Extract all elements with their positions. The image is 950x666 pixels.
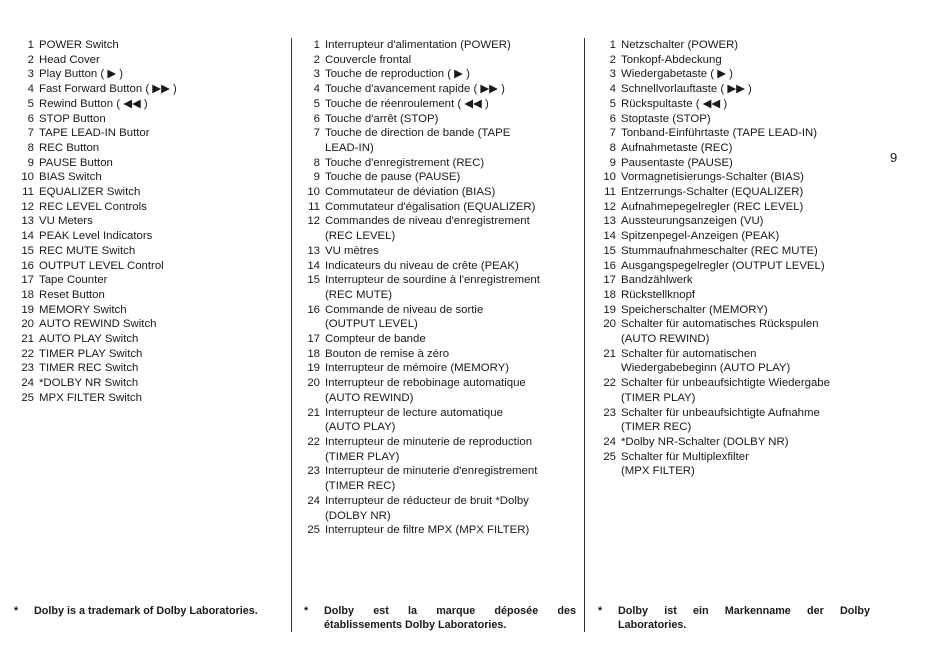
item-label: Schalter für Multiplexfilter (MPX FILTER): [621, 450, 749, 478]
footnote-text: Dolby ist ein Markenname der Dolby Laboratories.: [618, 605, 870, 631]
german-parts-list: [596, 38, 896, 479]
item-number: 20: [307, 377, 320, 390]
list-item: [300, 82, 582, 97]
list-item: [300, 112, 582, 127]
item-label: Indicateurs du niveau de crête (PEAK): [325, 259, 519, 272]
list-item: [596, 288, 896, 303]
german-footnote: [598, 604, 870, 632]
page-number: 9: [890, 150, 898, 165]
item-number: 24: [21, 377, 34, 390]
item-label: Rewind Button ( ◀◀ ): [39, 97, 148, 110]
item-number: 21: [307, 406, 320, 419]
item-label: BIAS Switch: [39, 171, 102, 184]
item-label: Touche d'arrêt (STOP): [325, 112, 439, 125]
list-item: [14, 317, 284, 332]
item-label: Schalter für automatisches Rückspulen (AUTO REWIND): [621, 318, 819, 346]
item-label: Fast Forward Button ( ▶▶ ): [39, 83, 177, 96]
list-item: [596, 82, 896, 97]
item-label: Touche de direction de bande (TAPE LEAD-IN): [325, 127, 511, 154]
item-label: Stoptaste (STOP): [621, 112, 711, 125]
list-item: [14, 112, 284, 127]
french-parts-list: [300, 38, 582, 538]
list-item: [596, 244, 896, 259]
item-label: Interrupteur de rebobinage automatique (AUTO REWIND): [325, 377, 526, 404]
item-label: Touche de reproduction ( ▶ ): [325, 68, 470, 81]
item-label: AUTO PLAY Switch: [39, 333, 139, 346]
item-label: Schalter für unbeaufsichtigte Aufnahme (TIMER REC): [621, 406, 820, 434]
list-item: [14, 38, 284, 53]
list-item: [596, 53, 896, 68]
item-number: 11: [604, 186, 616, 199]
item-label: Commande de niveau de sortie (OUTPUT LEVEL): [325, 303, 484, 331]
list-item: [596, 97, 896, 112]
item-label: Commutateur d'égalisation (EQUALIZER): [325, 200, 536, 213]
english-footnote: [14, 604, 282, 618]
item-number: 21: [21, 333, 34, 346]
list-item: [14, 391, 284, 406]
list-item: [596, 406, 896, 435]
item-label: Touche d'avancement rapide ( ▶▶ ): [325, 83, 505, 96]
list-item: [300, 406, 582, 435]
column-divider-left: [291, 38, 292, 632]
item-number: 22: [21, 347, 34, 360]
item-label: VU Meters: [39, 215, 93, 228]
list-item: [596, 303, 896, 318]
list-item: [596, 229, 896, 244]
item-label: Entzerrungs-Schalter (EQUALIZER): [621, 186, 804, 199]
item-label: Compteur de bande: [325, 333, 426, 346]
list-item: [596, 435, 896, 450]
list-item: [596, 141, 896, 156]
item-label: Reset Button: [39, 288, 105, 301]
item-number: 2: [27, 53, 34, 66]
item-label: Rückspultaste ( ◀◀ ): [621, 97, 728, 110]
list-item: [14, 156, 284, 171]
item-label: Aufnahmepegelregler (REC LEVEL): [621, 200, 804, 213]
item-label: Vormagnetisierungs-Schalter (BIAS): [621, 171, 804, 184]
list-item: [14, 53, 284, 68]
list-item: [14, 200, 284, 215]
item-number: 11: [308, 200, 320, 213]
item-label: REC Button: [39, 141, 100, 154]
list-item: [14, 303, 284, 318]
list-item: [300, 435, 582, 464]
item-number: 25: [307, 524, 320, 537]
item-label: *Dolby NR-Schalter (DOLBY NR): [621, 435, 789, 448]
item-number: 15: [603, 244, 616, 257]
item-label: Head Cover: [39, 53, 100, 66]
item-number: 14: [21, 230, 34, 243]
item-number: 17: [603, 274, 616, 287]
item-number: 19: [21, 303, 34, 316]
list-item: [14, 141, 284, 156]
item-number: 14: [603, 230, 616, 243]
item-label: Touche de pause (PAUSE): [325, 171, 461, 184]
item-number: 17: [21, 274, 34, 287]
list-item: [14, 288, 284, 303]
item-label: Tonband-Einführtaste (TAPE LEAD-IN): [621, 127, 818, 140]
item-label: Interrupteur de filtre MPX (MPX FILTER): [325, 524, 530, 537]
item-label: Commutateur de déviation (BIAS): [325, 186, 496, 199]
item-label: REC LEVEL Controls: [39, 200, 147, 213]
item-number: 19: [603, 303, 616, 316]
item-label: Netzschalter (POWER): [621, 39, 739, 51]
item-number: 16: [603, 259, 616, 272]
item-label: Aufnahmetaste (REC): [621, 141, 733, 154]
item-label: Schnellvorlauftaste ( ▶▶ ): [621, 83, 752, 96]
item-number: 22: [603, 377, 616, 390]
list-item: [300, 347, 582, 362]
item-number: 16: [307, 303, 320, 316]
footnote-marker: *: [598, 605, 603, 617]
list-item: [14, 229, 284, 244]
item-number: 24: [603, 435, 616, 448]
item-number: 10: [21, 171, 34, 184]
list-item: [300, 214, 582, 243]
item-number: 13: [21, 215, 34, 228]
item-number: 1: [27, 39, 34, 51]
item-number: 5: [313, 97, 320, 110]
item-label: VU mètres: [325, 244, 379, 257]
list-item: [14, 185, 284, 200]
item-number: 23: [21, 362, 34, 375]
item-number: 4: [27, 83, 34, 96]
item-label: Couvercle frontal: [325, 53, 412, 66]
item-label: Interrupteur d'alimentation (POWER): [325, 39, 511, 51]
item-label: Interrupteur de sourdine à l'enregistrement (REC MUTE): [325, 274, 540, 301]
list-item: [596, 259, 896, 274]
item-number: 7: [27, 127, 34, 140]
list-item: [300, 464, 582, 493]
item-number: 3: [609, 68, 616, 81]
list-item: [300, 156, 582, 171]
item-label: OUTPUT LEVEL Control: [39, 259, 164, 272]
item-label: Interrupteur de réducteur de bruit *Dolby (DOLBY NR): [325, 494, 529, 522]
item-label: Schalter für automatischen Wiedergabebeginn (AUTO PLAY): [621, 347, 791, 375]
item-label: Aussteurungsanzeigen (VU): [621, 215, 764, 228]
item-number: 5: [27, 97, 34, 110]
list-item: [596, 156, 896, 171]
item-label: Touche de réenroulement ( ◀◀ ): [325, 97, 489, 110]
list-item: [14, 97, 284, 112]
list-item: [596, 200, 896, 215]
list-item: [300, 126, 582, 155]
item-label: STOP Button: [39, 112, 106, 125]
item-number: 24: [307, 494, 320, 507]
item-number: 6: [609, 112, 616, 125]
list-item: [300, 273, 582, 302]
item-label: Interrupteur de minuterie de reproduction (TIMER PLAY): [325, 435, 533, 463]
list-item: [14, 361, 284, 376]
item-number: 9: [609, 156, 616, 169]
french-footnote: [304, 604, 576, 632]
list-item: [300, 185, 582, 200]
item-number: 2: [609, 53, 616, 66]
list-item: [300, 361, 582, 376]
item-number: 18: [307, 347, 320, 360]
list-item: [14, 82, 284, 97]
list-item: [14, 126, 284, 141]
footnote-text: Dolby est la marque déposée des établissements Dolby Laboratories.: [324, 605, 576, 631]
item-number: 5: [609, 97, 616, 110]
item-number: 8: [609, 141, 616, 154]
item-number: 25: [603, 450, 616, 463]
item-number: 13: [603, 215, 616, 228]
item-number: 7: [313, 127, 320, 140]
item-number: 12: [307, 215, 320, 228]
list-item: [14, 214, 284, 229]
item-number: 6: [313, 112, 320, 125]
list-item: [300, 259, 582, 274]
item-label: Interrupteur de lecture automatique (AUTO PLAY): [325, 406, 503, 434]
list-item: [596, 376, 896, 405]
list-item: [596, 185, 896, 200]
list-item: [300, 244, 582, 259]
item-label: PAUSE Button: [39, 156, 113, 169]
item-number: 21: [603, 347, 616, 360]
item-label: TAPE LEAD-IN Buttor: [39, 127, 150, 140]
list-item: [596, 126, 896, 141]
list-item: [14, 376, 284, 391]
list-item: [300, 53, 582, 68]
item-number: 15: [307, 274, 320, 287]
item-label: Ausgangspegelregler (OUTPUT LEVEL): [621, 259, 825, 272]
item-number: 13: [307, 244, 320, 257]
list-item: [300, 376, 582, 405]
item-number: 23: [603, 406, 616, 419]
list-item: [596, 347, 896, 376]
item-number: 12: [603, 200, 616, 213]
item-label: PEAK Level Indicators: [39, 230, 153, 243]
item-label: Speicherschalter (MEMORY): [621, 303, 768, 316]
item-number: 25: [21, 391, 34, 404]
item-label: Play Button ( ▶ ): [39, 68, 124, 81]
item-number: 8: [313, 156, 320, 169]
list-item: [596, 170, 896, 185]
english-parts-list: [14, 38, 284, 406]
item-label: POWER Switch: [39, 39, 119, 51]
item-number: 9: [27, 156, 34, 169]
item-number: 7: [609, 127, 616, 140]
list-item: [14, 332, 284, 347]
list-item: [596, 317, 896, 346]
item-label: Schalter für unbeaufsichtigte Wiedergabe (TIMER PLAY): [621, 377, 830, 404]
item-number: 1: [313, 39, 320, 51]
item-label: MEMORY Switch: [39, 303, 127, 316]
item-label: Bouton de remise à zéro: [325, 347, 450, 360]
list-item: [14, 244, 284, 259]
item-number: 1: [609, 39, 616, 51]
item-label: Rückstellknopf: [621, 288, 696, 301]
list-item: [14, 347, 284, 362]
item-label: Pausentaste (PAUSE): [621, 156, 733, 169]
item-label: AUTO REWIND Switch: [39, 318, 157, 331]
item-label: EQUALIZER Switch: [39, 186, 141, 199]
item-number: 11: [22, 186, 34, 199]
list-item: [596, 38, 896, 53]
item-label: Interrupteur de mémoire (MEMORY): [325, 362, 509, 375]
footnote-marker: *: [14, 605, 19, 617]
item-label: TIMER REC Switch: [39, 362, 139, 375]
item-number: 18: [603, 288, 616, 301]
list-item: [300, 523, 582, 538]
item-number: 4: [609, 83, 616, 96]
item-number: 20: [21, 318, 34, 331]
list-item: [300, 67, 582, 82]
item-label: Tape Counter: [39, 274, 108, 287]
item-label: Wiedergabetaste ( ▶ ): [621, 68, 733, 81]
item-number: 4: [313, 83, 320, 96]
item-label: *DOLBY NR Switch: [39, 377, 139, 390]
list-item: [596, 273, 896, 288]
item-number: 3: [27, 68, 34, 81]
item-number: 22: [307, 435, 320, 448]
list-item: [300, 38, 582, 53]
item-label: Tonkopf-Abdeckung: [621, 53, 722, 66]
footnote-marker: *: [304, 605, 309, 617]
list-item: [300, 303, 582, 332]
list-item: [596, 112, 896, 127]
list-item: [300, 332, 582, 347]
list-item: [14, 67, 284, 82]
list-item: [596, 214, 896, 229]
item-number: 8: [27, 141, 34, 154]
item-label: Interrupteur de minuterie d'enregistrement (TIMER REC): [325, 465, 538, 493]
item-number: 23: [307, 465, 320, 478]
list-item: [300, 494, 582, 523]
item-label: Touche d'enregistrement (REC): [325, 156, 485, 169]
item-number: 20: [603, 318, 616, 331]
item-number: 15: [21, 244, 34, 257]
list-item: [14, 273, 284, 288]
item-number: 6: [27, 112, 34, 125]
item-number: 18: [21, 288, 34, 301]
item-label: Commandes de niveau d'enregistrement (REC LEVEL): [325, 215, 530, 243]
item-label: MPX FILTER Switch: [39, 391, 142, 404]
item-number: 17: [307, 333, 320, 346]
list-item: [300, 97, 582, 112]
list-item: [596, 450, 896, 479]
item-number: 19: [307, 362, 320, 375]
footnote-text: Dolby is a trademark of Dolby Laboratories.: [34, 605, 258, 617]
item-label: REC MUTE Switch: [39, 244, 136, 257]
item-number: 9: [313, 171, 320, 184]
list-item: [300, 170, 582, 185]
item-number: 10: [603, 171, 616, 184]
item-number: 2: [313, 53, 320, 66]
item-label: Spitzenpegel-Anzeigen (PEAK): [621, 230, 780, 243]
item-number: 12: [21, 200, 34, 213]
list-item: [14, 259, 284, 274]
list-item: [596, 67, 896, 82]
column-divider-right: [584, 38, 585, 632]
list-item: [300, 200, 582, 215]
item-label: TIMER PLAY Switch: [39, 347, 143, 360]
item-label: Stummaufnahmeschalter (REC MUTE): [621, 244, 818, 257]
item-number: 16: [21, 259, 34, 272]
item-label: Bandzählwerk: [621, 274, 693, 287]
item-number: 3: [313, 68, 320, 81]
list-item: [14, 170, 284, 185]
item-number: 14: [307, 259, 320, 272]
item-number: 10: [307, 186, 320, 199]
